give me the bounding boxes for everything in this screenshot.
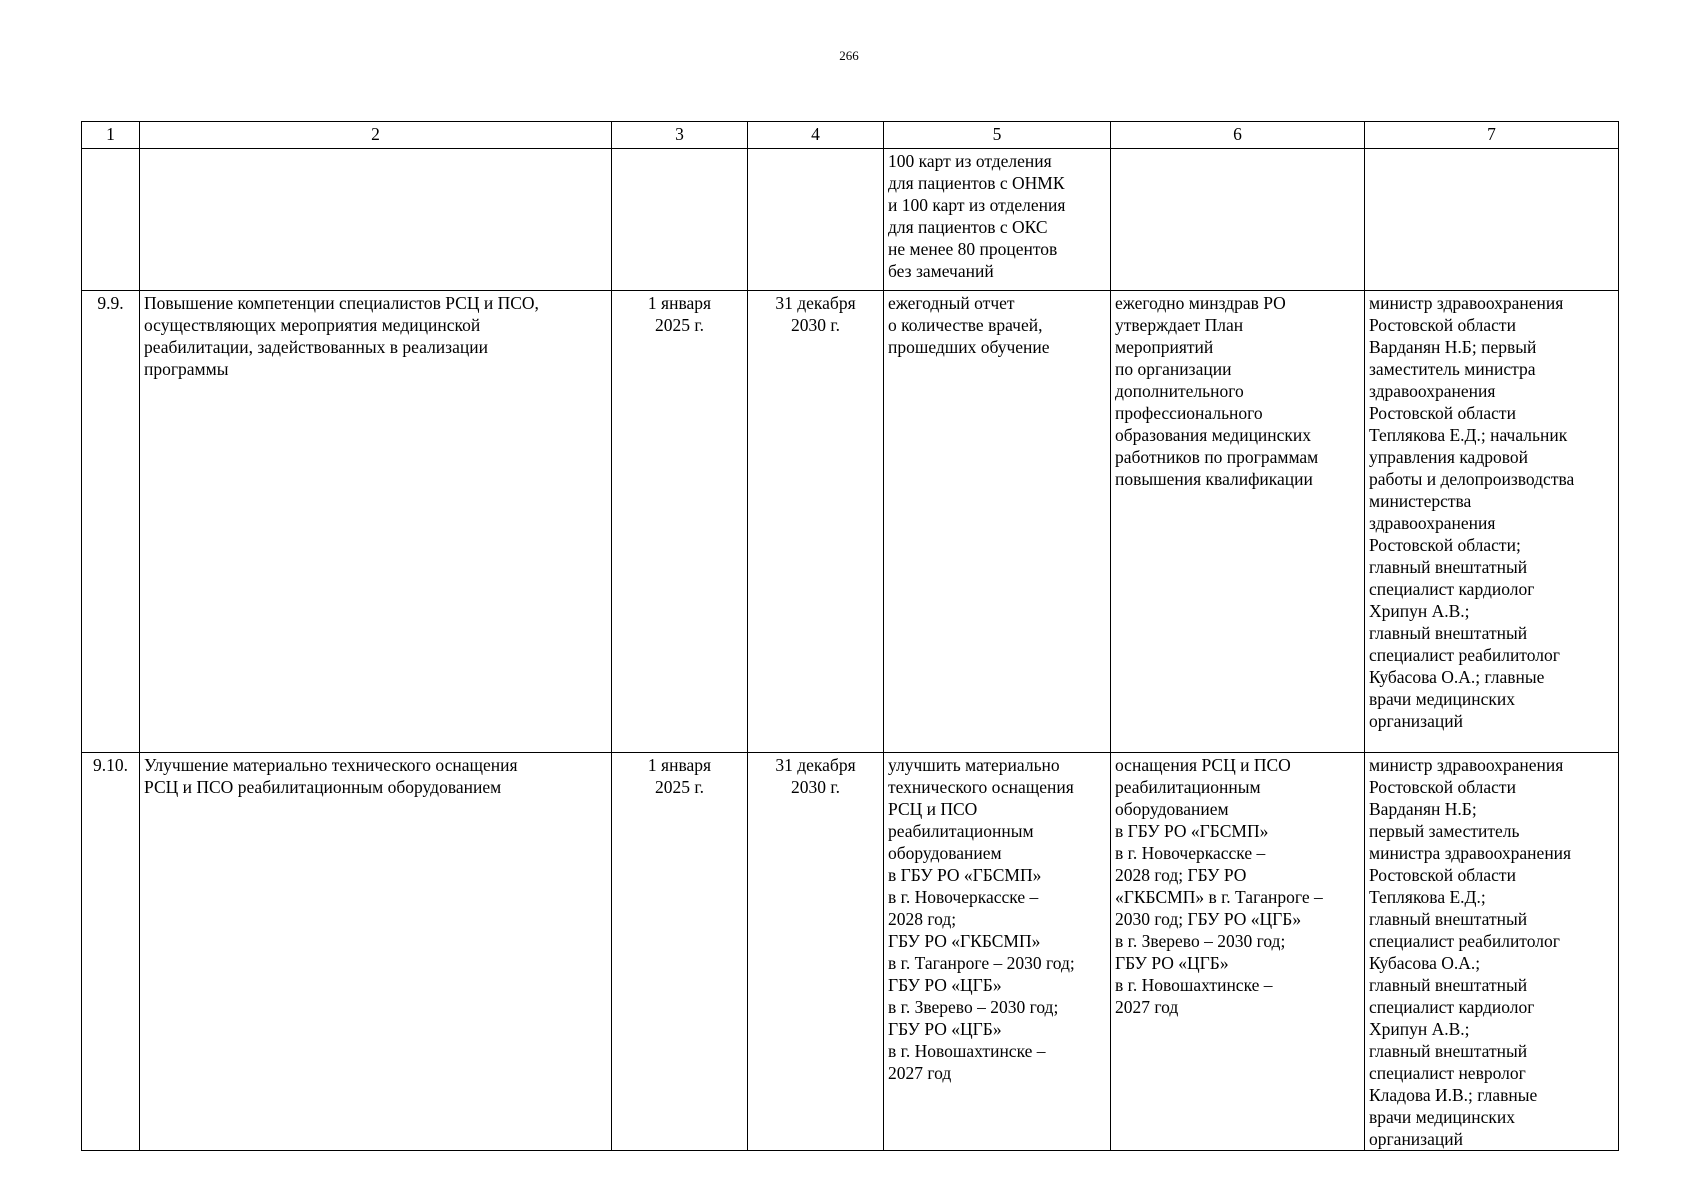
result-cell-line: по организации bbox=[1115, 359, 1232, 379]
responsible-cell-line: организаций bbox=[1369, 711, 1463, 731]
responsible-cell bbox=[1365, 149, 1619, 291]
indicator-cell-line: в г. Новошахтинске – bbox=[888, 1041, 1046, 1061]
indicator-cell-line: 2027 год bbox=[888, 1063, 952, 1083]
indicator-cell bbox=[884, 149, 1111, 291]
responsible-cell-line: Кладова И.В.; главные bbox=[1369, 1085, 1538, 1105]
table-row bbox=[82, 291, 1619, 753]
responsible-cell-line: министра здравоохранения bbox=[1369, 843, 1572, 863]
responsible-cell-line: врачи медицинских bbox=[1369, 689, 1515, 709]
indicator-cell bbox=[884, 753, 1111, 1151]
event-cell-line: программы bbox=[144, 359, 229, 379]
responsible-cell-line: Хрипун А.В.; bbox=[1369, 1019, 1470, 1039]
end-date-cell bbox=[748, 149, 884, 291]
result-cell-line: ГБУ РО «ЦГБ» bbox=[1115, 953, 1229, 973]
row-number: 9.9. bbox=[82, 291, 140, 753]
end-date-cell-line: 2030 г. bbox=[791, 315, 840, 335]
responsible-cell-line: Теплякова Е.Д.; начальник bbox=[1369, 425, 1568, 445]
result-cell bbox=[1111, 149, 1365, 291]
indicator-cell-line: для пациентов с ОНМК bbox=[888, 173, 1065, 193]
indicator-cell-line: в г. Зверево – 2030 год; bbox=[888, 997, 1059, 1017]
start-date-cell-line: 1 января bbox=[647, 755, 712, 775]
responsible-cell-line: Ростовской области bbox=[1369, 777, 1516, 797]
end-date-cell-line: 2030 г. bbox=[791, 777, 840, 797]
start-date-cell-line: 2025 г. bbox=[655, 315, 704, 335]
responsible-cell-line: здравоохранения bbox=[1369, 381, 1496, 401]
end-date-cell bbox=[748, 753, 884, 1151]
event-cell-line: Улучшение материально технического оснащения bbox=[144, 755, 518, 775]
page-number: 266 bbox=[839, 48, 859, 63]
result-cell-line: 2030 год; ГБУ РО «ЦГБ» bbox=[1115, 909, 1302, 929]
result-cell-line: 2027 год bbox=[1115, 997, 1179, 1017]
result-cell-line: в г. Новошахтинске – bbox=[1115, 975, 1273, 995]
indicator-cell-line: не менее 80 процентов bbox=[888, 239, 1058, 259]
result-cell-line: утверждает План bbox=[1115, 315, 1244, 335]
event-cell bbox=[140, 149, 612, 291]
responsible-cell-line: управления кадровой bbox=[1369, 447, 1528, 467]
indicator-cell-line: без замечаний bbox=[888, 261, 994, 281]
result-cell-line: оснащения РСЦ и ПСО bbox=[1115, 755, 1291, 775]
responsible-cell-line: работы и делопроизводства bbox=[1369, 469, 1575, 489]
event-cell bbox=[140, 753, 612, 1151]
row-number: 9.10. bbox=[82, 753, 140, 1151]
indicator-cell-line: и 100 карт из отделения bbox=[888, 195, 1066, 215]
indicator-cell-line: технического оснащения bbox=[888, 777, 1074, 797]
row-number bbox=[82, 149, 140, 291]
responsible-cell-line: Кубасова О.А.; bbox=[1369, 953, 1481, 973]
indicator-cell-line: РСЦ и ПСО bbox=[888, 799, 978, 819]
responsible-cell-line: главный внештатный bbox=[1369, 909, 1528, 929]
indicator-cell-line: прошедших обучение bbox=[888, 337, 1050, 357]
header-col-2: 2 bbox=[140, 122, 612, 149]
responsible-cell-line: главный внештатный bbox=[1369, 623, 1528, 643]
responsible-cell-line: здравоохранения bbox=[1369, 513, 1496, 533]
result-cell-line: в ГБУ РО «ГБСМП» bbox=[1115, 821, 1269, 841]
responsible-cell-line: специалист кардиолог bbox=[1369, 579, 1535, 599]
header-col-3: 3 bbox=[612, 122, 748, 149]
responsible-cell-line: Кубасова О.А.; главные bbox=[1369, 667, 1545, 687]
indicator-cell-line: улучшить материально bbox=[888, 755, 1060, 775]
indicator-cell-line: ГБУ РО «ГКБСМП» bbox=[888, 931, 1041, 951]
table-body bbox=[82, 149, 1619, 1151]
event-cell bbox=[140, 291, 612, 753]
responsible-cell bbox=[1365, 753, 1619, 1151]
table-row bbox=[82, 753, 1619, 1151]
result-cell-line: дополнительного bbox=[1115, 381, 1244, 401]
responsible-cell-line: организаций bbox=[1369, 1129, 1463, 1149]
indicator-cell-line: для пациентов с ОКС bbox=[888, 217, 1048, 237]
responsible-cell-line: заместитель министра bbox=[1369, 359, 1536, 379]
responsible-cell-line: Варданян Н.Б; первый bbox=[1369, 337, 1537, 357]
indicator-cell-line: оборудованием bbox=[888, 843, 1002, 863]
result-cell-line: в г. Зверево – 2030 год; bbox=[1115, 931, 1286, 951]
indicator-cell-line: в г. Новочеркасске – bbox=[888, 887, 1039, 907]
result-cell bbox=[1111, 291, 1365, 753]
responsible-cell-line: первый заместитель bbox=[1369, 821, 1520, 841]
result-cell-line: работников по программам bbox=[1115, 447, 1319, 467]
responsible-cell-line: главный внештатный bbox=[1369, 975, 1528, 995]
responsible-cell bbox=[1365, 291, 1619, 753]
header-col-6: 6 bbox=[1111, 122, 1365, 149]
header-col-1: 1 bbox=[82, 122, 140, 149]
header-col-4: 4 bbox=[748, 122, 884, 149]
result-cell-line: оборудованием bbox=[1115, 799, 1229, 819]
start-date-cell bbox=[612, 149, 748, 291]
end-date-cell bbox=[748, 291, 884, 753]
header-col-7: 7 bbox=[1365, 122, 1619, 149]
indicator-cell-line: ежегодный отчет bbox=[888, 293, 1015, 313]
event-cell-line: РСЦ и ПСО реабилитационным оборудованием bbox=[144, 777, 502, 797]
responsible-cell-line: Ростовской области bbox=[1369, 865, 1516, 885]
plan-table bbox=[81, 121, 1619, 1151]
header-row bbox=[82, 122, 1619, 149]
result-cell-line: «ГКБСМП» в г. Таганроге – bbox=[1115, 887, 1323, 907]
start-date-cell-line: 1 января bbox=[647, 293, 712, 313]
responsible-cell-line: специалист кардиолог bbox=[1369, 997, 1535, 1017]
result-cell-line: ежегодно минздрав РО bbox=[1115, 293, 1286, 313]
responsible-cell-line: специалист реабилитолог bbox=[1369, 931, 1560, 951]
responsible-cell-line: Ростовской области bbox=[1369, 403, 1516, 423]
result-cell-line: реабилитационным bbox=[1115, 777, 1261, 797]
start-date-cell-line: 2025 г. bbox=[655, 777, 704, 797]
event-cell-line: Повышение компетенции специалистов РСЦ и ПСО, bbox=[144, 293, 539, 313]
responsible-cell-line: министр здравоохранения bbox=[1369, 755, 1564, 775]
responsible-cell-line: Хрипун А.В.; bbox=[1369, 601, 1470, 621]
responsible-cell-line: Ростовской области bbox=[1369, 315, 1516, 335]
start-date-cell bbox=[612, 753, 748, 1151]
indicator-cell-line: о количестве врачей, bbox=[888, 315, 1043, 335]
header-col-5: 5 bbox=[884, 122, 1111, 149]
indicator-cell-line: в г. Таганроге – 2030 год; bbox=[888, 953, 1075, 973]
responsible-cell-line: Теплякова Е.Д.; bbox=[1369, 887, 1486, 907]
indicator-cell-line: реабилитационным bbox=[888, 821, 1034, 841]
result-cell-line: мероприятий bbox=[1115, 337, 1214, 357]
responsible-cell-line: специалист невролог bbox=[1369, 1063, 1526, 1083]
result-cell-line: повышения квалификации bbox=[1115, 469, 1313, 489]
result-cell bbox=[1111, 753, 1365, 1151]
responsible-cell-line: министерства bbox=[1369, 491, 1472, 511]
indicator-cell-line: ГБУ РО «ЦГБ» bbox=[888, 1019, 1002, 1039]
event-cell-line: реабилитации, задействованных в реализации bbox=[144, 337, 488, 357]
responsible-cell-line: врачи медицинских bbox=[1369, 1107, 1515, 1127]
table-row bbox=[82, 149, 1619, 291]
indicator-cell-line: 100 карт из отделения bbox=[888, 151, 1052, 171]
responsible-cell-line: Варданян Н.Б; bbox=[1369, 799, 1477, 819]
responsible-cell-line: главный внештатный bbox=[1369, 557, 1528, 577]
result-cell-line: в г. Новочеркасске – bbox=[1115, 843, 1266, 863]
indicator-cell-line: в ГБУ РО «ГБСМП» bbox=[888, 865, 1042, 885]
responsible-cell-line: главный внештатный bbox=[1369, 1041, 1528, 1061]
end-date-cell-line: 31 декабря bbox=[775, 755, 856, 775]
indicator-cell bbox=[884, 291, 1111, 753]
start-date-cell bbox=[612, 291, 748, 753]
result-cell-line: образования медицинских bbox=[1115, 425, 1312, 445]
indicator-cell-line: 2028 год; bbox=[888, 909, 957, 929]
indicator-cell-line: ГБУ РО «ЦГБ» bbox=[888, 975, 1002, 995]
result-cell-line: профессионального bbox=[1115, 403, 1263, 423]
responsible-cell-line: министр здравоохранения bbox=[1369, 293, 1564, 313]
responsible-cell-line: специалист реабилитолог bbox=[1369, 645, 1560, 665]
responsible-cell-line: Ростовской области; bbox=[1369, 535, 1521, 555]
event-cell-line: осуществляющих мероприятия медицинской bbox=[144, 315, 481, 335]
result-cell-line: 2028 год; ГБУ РО bbox=[1115, 865, 1247, 885]
end-date-cell-line: 31 декабря bbox=[775, 293, 856, 313]
